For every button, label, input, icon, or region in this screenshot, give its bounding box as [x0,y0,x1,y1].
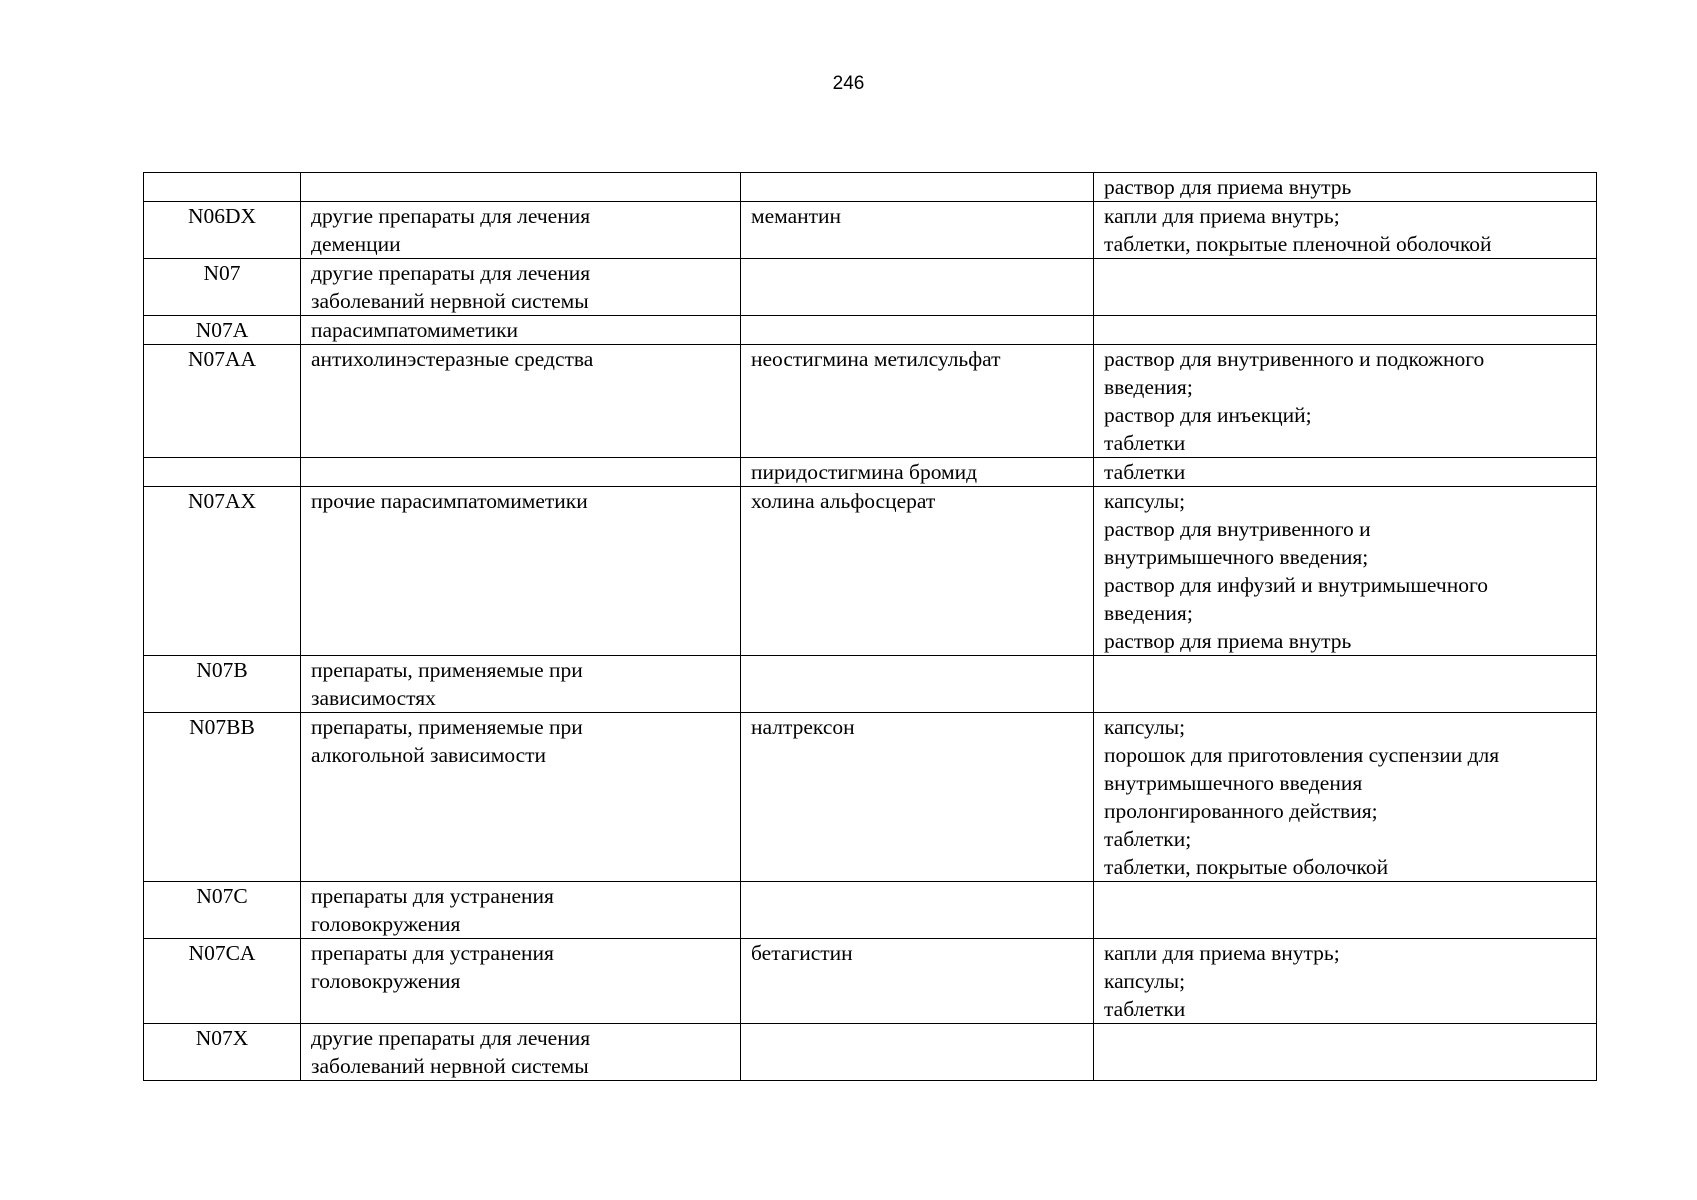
atc-code-cell [144,458,301,487]
substance-cell [741,316,1094,345]
group-name-cell: препараты для устранения головокружения [301,939,741,1024]
atc-code-cell: N07AX [144,487,301,656]
atc-code-cell: N07AA [144,345,301,458]
dosage-forms-cell [1094,882,1597,939]
dosage-forms-cell [1094,1024,1597,1081]
substance-cell: пиридостигмина бромид [741,458,1094,487]
substance-cell [741,656,1094,713]
group-name-cell: другие препараты для лечения заболеваний нервной системы [301,259,741,316]
group-name-cell: препараты, применяемые при алкогольной зависимости [301,713,741,882]
dosage-forms-cell: таблетки [1094,458,1597,487]
group-name-cell: антихолинэстеразные средства [301,345,741,458]
substance-cell: налтрексон [741,713,1094,882]
atc-code-cell: N06DX [144,202,301,259]
substance-cell [741,173,1094,202]
atc-code-cell: N07 [144,259,301,316]
group-name-cell [301,173,741,202]
substance-cell [741,882,1094,939]
page-number: 246 [832,73,865,94]
table-row [144,458,1597,487]
dosage-forms-cell: капсулы; порошок для приготовления суспензии для внутримышечного введения пролонгированного действия; таблетки; таблетки, покрытые оболочкой [1094,713,1597,882]
atc-code-cell: N07CA [144,939,301,1024]
dosage-forms-cell: капсулы; раствор для внутривенного и внутримышечного введения; раствор для инфузий и внутримышечного введения; раствор для приема внутрь [1094,487,1597,656]
dosage-forms-cell: раствор для внутривенного и подкожного введения; раствор для инъекций; таблетки [1094,345,1597,458]
table-row [144,316,1597,345]
table-row [144,202,1597,259]
substance-cell [741,1024,1094,1081]
group-name-cell: препараты для устранения головокружения [301,882,741,939]
table-row [144,487,1597,656]
table-row [144,1024,1597,1081]
atc-code-cell: N07A [144,316,301,345]
substance-cell: холина альфосцерат [741,487,1094,656]
drug-table [143,172,1597,1081]
substance-cell: неостигмина метилсульфат [741,345,1094,458]
group-name-cell: парасимпатомиметики [301,316,741,345]
atc-code-cell: N07X [144,1024,301,1081]
atc-code-cell: N07C [144,882,301,939]
dosage-forms-cell [1094,656,1597,713]
table-row [144,173,1597,202]
group-name-cell: препараты, применяемые при зависимостях [301,656,741,713]
group-name-cell: другие препараты для лечения заболеваний нервной системы [301,1024,741,1081]
dosage-forms-cell [1094,259,1597,316]
atc-code-cell: N07B [144,656,301,713]
atc-code-cell: N07BB [144,713,301,882]
dosage-forms-cell: капли для приема внутрь; капсулы; таблетки [1094,939,1597,1024]
group-name-cell: прочие парасимпатомиметики [301,487,741,656]
group-name-cell: другие препараты для лечения деменции [301,202,741,259]
table-row [144,656,1597,713]
dosage-forms-cell [1094,316,1597,345]
dosage-forms-cell: капли для приема внутрь; таблетки, покрытые пленочной оболочкой [1094,202,1597,259]
table-row [144,713,1597,882]
table-row [144,882,1597,939]
dosage-forms-cell: раствор для приема внутрь [1094,173,1597,202]
substance-cell [741,259,1094,316]
table-row [144,939,1597,1024]
substance-cell: мемантин [741,202,1094,259]
table-row [144,345,1597,458]
atc-code-cell [144,173,301,202]
group-name-cell [301,458,741,487]
substance-cell: бетагистин [741,939,1094,1024]
table-row [144,259,1597,316]
